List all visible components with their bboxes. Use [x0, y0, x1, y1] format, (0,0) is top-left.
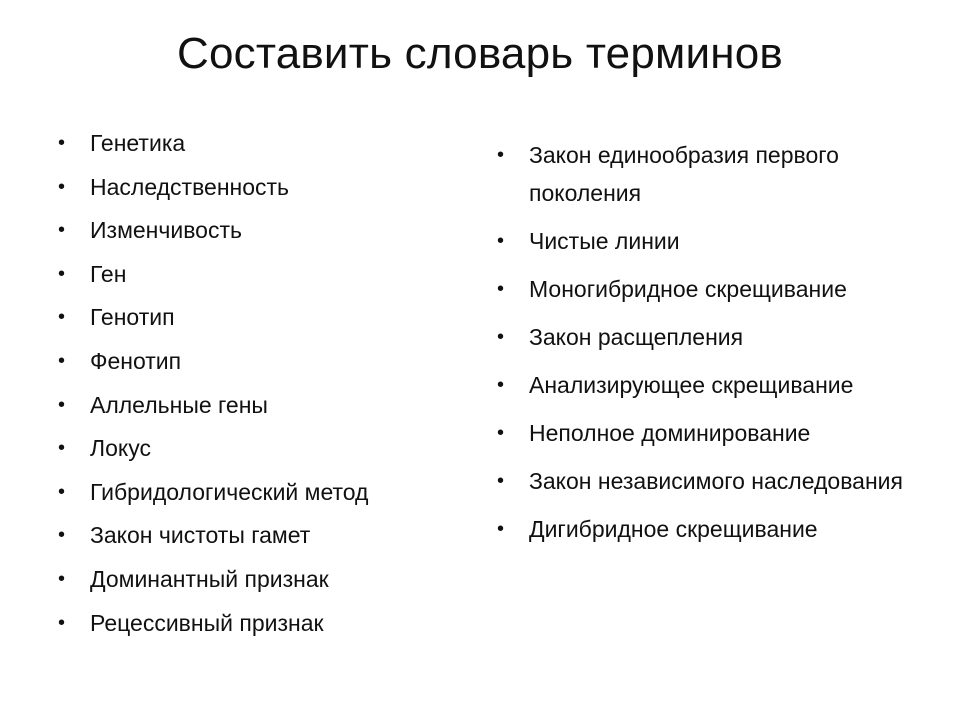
term-text: Локус	[90, 435, 151, 462]
term-text: Неполное доминирование	[529, 420, 811, 446]
term-text: Дигибридное скрещивание	[529, 516, 818, 542]
list-item	[497, 414, 927, 452]
bullet-icon: •	[58, 175, 66, 198]
bullet-icon: •	[58, 437, 66, 460]
term-text: Рецессивный признак	[90, 609, 324, 636]
list-item	[58, 564, 458, 608]
term-text: Гибридологический метод	[90, 478, 369, 505]
list-item	[58, 520, 458, 564]
term-text: Аллельные гены	[90, 391, 268, 418]
bullet-icon: •	[497, 470, 505, 492]
term-text: Изменчивость	[90, 217, 242, 244]
list-item	[497, 318, 927, 356]
bullet-icon: •	[58, 393, 66, 416]
term-text: Фенотип	[90, 347, 182, 374]
term-text: Наследственность	[90, 173, 290, 200]
terms-list-left	[58, 128, 458, 651]
list-item	[58, 215, 458, 259]
term-text: Закон расщепления	[529, 324, 744, 350]
list-item	[58, 346, 458, 390]
term-text: Генотип	[90, 304, 175, 331]
list-item	[58, 433, 458, 477]
list-item	[497, 366, 927, 404]
term-text: Закон чистоты гамет	[90, 522, 311, 549]
slide-title: Составить словарь терминов	[176, 29, 783, 78]
list-item	[497, 510, 927, 548]
term-text: Анализирующее скрещивание	[529, 372, 854, 398]
term-text: Чистые линии	[529, 228, 680, 254]
bullet-icon: •	[497, 518, 505, 540]
term-text: Моногибридное скрещивание	[529, 276, 847, 302]
bullet-icon: •	[58, 567, 66, 590]
list-item	[58, 128, 458, 172]
bullet-icon: •	[58, 349, 66, 372]
term-text: Закон единообразия первого поколения	[529, 142, 839, 206]
bullet-icon: •	[497, 374, 505, 396]
list-item	[58, 259, 458, 303]
term-text: Закон независимого наследования	[529, 468, 903, 494]
list-item	[58, 390, 458, 434]
term-text: Генетика	[90, 130, 186, 156]
bullet-icon: •	[58, 306, 66, 329]
list-item	[58, 477, 458, 521]
bullet-icon: •	[58, 262, 66, 285]
bullet-icon: •	[497, 144, 505, 166]
bullet-icon: •	[58, 132, 66, 154]
bullet-icon: •	[497, 326, 505, 348]
bullet-icon: •	[58, 611, 66, 634]
bullet-icon: •	[58, 524, 66, 547]
list-item	[497, 222, 927, 260]
bullet-icon: •	[58, 219, 66, 242]
bullet-icon: •	[58, 480, 66, 503]
term-text: Ген	[90, 260, 127, 287]
list-item	[497, 462, 927, 500]
bullet-icon: •	[497, 422, 505, 444]
bullet-icon: •	[497, 230, 505, 252]
list-item	[58, 172, 458, 216]
terms-list-right	[497, 136, 927, 558]
term-text: Доминантный признак	[90, 565, 329, 592]
list-item	[58, 302, 458, 346]
list-item	[497, 136, 927, 212]
list-item	[58, 608, 458, 652]
bullet-icon: •	[497, 278, 505, 300]
list-item	[497, 270, 927, 308]
